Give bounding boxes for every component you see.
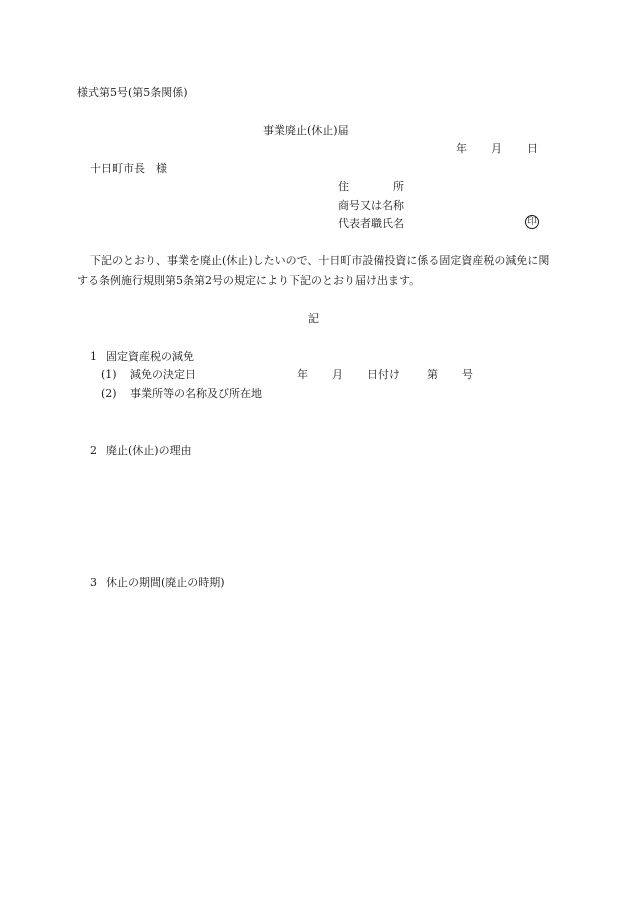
item1-number: 1: [90, 350, 97, 363]
company-name-label: 商号又は名称: [338, 199, 404, 212]
form-number: 様式第5号(第5条関係): [77, 86, 188, 99]
date-day: 日: [527, 142, 538, 155]
ki-heading: 記: [308, 312, 319, 325]
item1-sub1-dai: 第: [427, 368, 438, 381]
item1-sub2-label: 事業所等の名称及び所在地: [130, 387, 262, 400]
item1-label: 固定資産税の減免: [106, 350, 194, 363]
item1-sub1-month: 月: [332, 368, 343, 381]
addressee: 十日町市長 様: [90, 162, 167, 175]
item1-sub2-number: (2): [101, 387, 117, 400]
document-title: 事業廃止(休止)届: [263, 124, 349, 137]
seal-mark: 印: [525, 215, 539, 229]
item1-sub1-year: 年: [297, 368, 308, 381]
item3-number: 3: [90, 576, 97, 589]
body-paragraph: 下記のとおり、事業を廃止(休止)したいので、十日町市設備投資に係る固定資産税の減免に関する条例施行規則第5条第2号の規定により下記のとおり届け出ます。: [77, 254, 550, 287]
representative-label: 代表者職氏名: [338, 217, 404, 230]
item1-sub1-label: 減免の決定日: [130, 368, 196, 381]
address-label: 住 所: [338, 180, 404, 193]
item1-sub1-go: 号: [462, 368, 473, 381]
date-month: 月: [491, 142, 502, 155]
item1-sub1-number: (1): [101, 368, 117, 381]
item2-number: 2: [90, 444, 97, 457]
date-year: 年: [456, 142, 467, 155]
item1-sub1-dated: 日付け: [367, 368, 400, 381]
item3-label: 休止の期間(廃止の時期): [106, 576, 225, 589]
item2-label: 廃止(休止)の理由: [106, 444, 192, 457]
